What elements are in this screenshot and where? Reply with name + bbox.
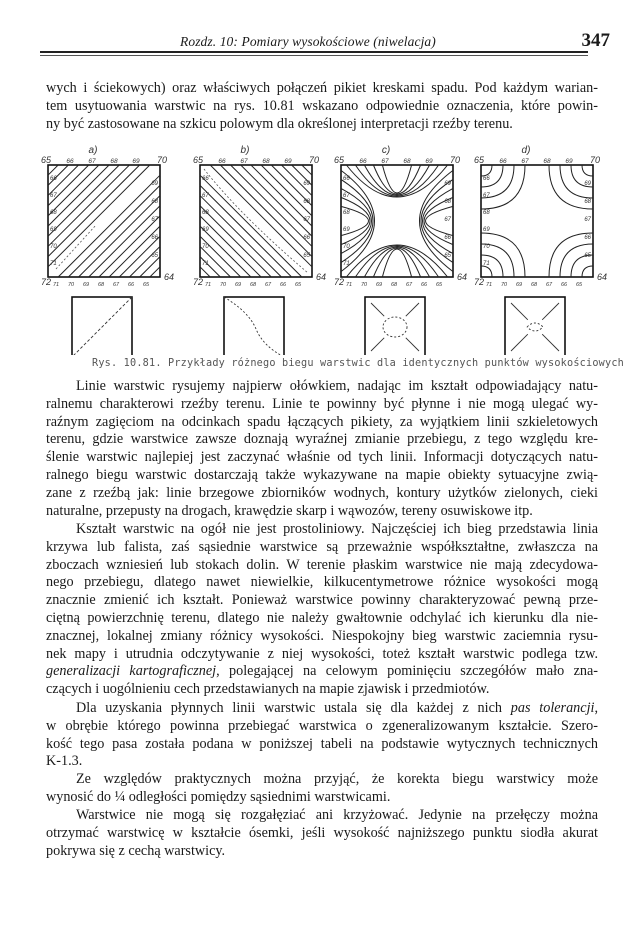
edge-label: 69: [303, 181, 310, 187]
edge-label: 69: [343, 227, 350, 233]
edge-label: 68: [530, 282, 538, 288]
text-line: Linie warstwic rysujemy najpierw ołówkiem, nadając im kształt odpowiadający natu-: [76, 378, 598, 394]
text-line: znacznej, lokalnej zmiany różnicy wysokości. Niespokojny bieg warstwic zaciemnia rysu-: [46, 627, 598, 644]
edge-label: 68: [444, 199, 451, 205]
text-line: ralnego biegu warstwic dostarczają także wykazywane na mapie obiekty sytuacyjne zwią-: [46, 466, 598, 483]
text-line: znacznie zmienić ich kształt. Ponieważ warstwice powinny charakteryzować pewną prze-: [46, 592, 598, 609]
edge-label: 68: [50, 210, 57, 216]
edge-label: 71: [202, 261, 209, 267]
contour-line: [200, 185, 292, 277]
sketch-summit: [383, 317, 407, 337]
edge-label: 68: [151, 199, 158, 205]
sketch-frame: [224, 297, 284, 355]
edge-label: 71: [345, 282, 353, 288]
edge-label: 69: [444, 181, 451, 187]
edge-label: 66: [66, 158, 74, 165]
contour-line: [582, 266, 593, 277]
edge-label: 66: [359, 158, 367, 165]
text-line: wynosić do ¼ odległości pomiędzy sąsiednimi warstwicami.: [46, 788, 391, 805]
edge-label: 66: [483, 176, 490, 182]
contour-line: [89, 206, 160, 277]
header-rule-thin: [40, 55, 588, 56]
edge-label: 71: [485, 282, 493, 288]
edge-label: 68: [390, 282, 398, 288]
contour-line: [200, 196, 281, 277]
contour-line: [481, 165, 492, 176]
edge-label: 70: [50, 244, 57, 250]
edge-label: 69: [584, 181, 591, 187]
ridge-line: [204, 169, 308, 273]
corner-label: 72: [333, 277, 345, 287]
edge-label: 67: [545, 282, 553, 288]
contour-line: [68, 185, 160, 277]
chapter-title: Rozdz. 10: Pomiary wysokościowe (niwelacja): [180, 34, 436, 49]
text-line: krzywa lub falista, zaś sąsiednie warstwice są przeważnie współkształtne, zwłaszcza na: [46, 538, 598, 555]
edge-label: 71: [52, 282, 60, 288]
edge-label: 67: [112, 282, 120, 288]
sketch-arrow: [371, 303, 384, 316]
sketch-line: [224, 297, 284, 355]
edge-label: 69: [565, 158, 573, 165]
edge-label: 69: [50, 227, 57, 233]
contour-line: [481, 233, 525, 277]
corner-label: 72: [192, 277, 204, 287]
edge-label: 67: [88, 158, 96, 165]
contour-line: [200, 206, 271, 277]
sketch-arrow: [371, 338, 384, 351]
paragraph-5: [46, 807, 598, 860]
text-line: ciętną powierzchnię terenu, dlatego nie należy gwałtownie odchylać ich kierunku dla nie-: [46, 609, 598, 626]
edge-label: 65: [142, 282, 150, 288]
text-line: tem usytuowania warstwic na rys. 10.81 wskazano odpowiednie oznaczenia, które powin-: [46, 97, 598, 114]
contour-line: [481, 165, 525, 209]
sketch-arrow: [511, 334, 528, 351]
edge-label: 67: [202, 193, 209, 199]
contour-line: [481, 266, 492, 277]
edge-label: 66: [279, 282, 287, 288]
contour-line: [302, 165, 312, 175]
text-line: naturalne, przepusty na drogach, krawędzie skarp i wąwozów, tereny osuwiskowe itp.: [46, 502, 533, 519]
edge-label: 70: [219, 282, 227, 288]
edge-label: 65: [294, 282, 302, 288]
edge-label: 66: [560, 282, 568, 288]
contour-line: [341, 197, 370, 244]
panel-frame: [200, 165, 312, 277]
edge-label: 66: [151, 235, 158, 241]
paragraph-4: [46, 771, 598, 807]
contour-line: [582, 165, 593, 176]
edge-label: 71: [343, 261, 350, 267]
panel-label: a): [88, 145, 98, 156]
sketch-arrow: [511, 303, 528, 320]
sketch-saddle: [527, 323, 543, 331]
corner-label: 65: [333, 155, 345, 165]
contour-line: [48, 165, 140, 257]
contour-line: [220, 165, 312, 257]
contour-line: [373, 165, 420, 194]
corner-label: 72: [40, 277, 52, 287]
edge-label: 67: [151, 217, 158, 223]
corner-label: 70: [449, 155, 461, 165]
contour-line: [355, 246, 438, 277]
text-line: nek mapy i utrudnia odczytywanie z niej wysokości, toteż kształt warstwic podlega tzw.: [46, 645, 598, 662]
corner-label: 70: [156, 155, 168, 165]
edge-label: 71: [204, 282, 212, 288]
edge-label: 67: [240, 158, 248, 165]
edge-label: 68: [403, 158, 411, 165]
paragraph-3: [46, 700, 598, 771]
contour-line: [150, 267, 160, 277]
text-line: kość tego pasa została podana w poniższej tabeli na podstawie wytycznych technicznych: [46, 735, 598, 752]
edge-label: 70: [500, 282, 508, 288]
sketch-line: [72, 297, 132, 355]
text-line: w obrębie którego powinna przebiegać warstwica o zgeneralizowanym kształcie. Szero-: [46, 717, 598, 734]
text-line: Kształt warstwic na ogół nie jest prostoliniowy. Najczęściej ich bieg przedstawia linia: [76, 521, 598, 537]
contour-line: [48, 165, 99, 216]
contour-line: [231, 165, 312, 246]
edge-label: 69: [284, 158, 292, 165]
panel-frame: [48, 165, 160, 277]
edge-label: 65: [444, 253, 451, 259]
corner-label: 70: [308, 155, 320, 165]
edge-label: 68: [483, 210, 490, 216]
edge-label: 70: [360, 282, 368, 288]
contour-line: [261, 165, 312, 216]
text-line: czących i uogólnieniu cech przedstawianych na mapie zjawisk i przedmiotów.: [46, 681, 490, 698]
figure-10-81: [40, 145, 610, 375]
edge-label: 69: [515, 282, 523, 288]
paragraph-2: [46, 521, 598, 699]
corner-label: 72: [473, 277, 485, 287]
edge-label: 69: [425, 158, 433, 165]
edge-label: 65: [435, 282, 443, 288]
corner-label: 70: [589, 155, 601, 165]
edge-label: 69: [151, 181, 158, 187]
edge-label: 68: [543, 158, 551, 165]
text-line: Warstwice nie mogą się rozgałęziać ani krzyżować. Jedynie na przełęczy można: [76, 807, 598, 823]
edge-label: 68: [303, 199, 310, 205]
edge-label: 65: [151, 253, 158, 259]
panel-frame: [341, 165, 453, 277]
text-line: wych i ściekowych) oraz właściwych połączeń pikiet kreskami spadu. Pod każdym warian-: [46, 80, 598, 96]
text-line: ny być zastosowane na szkicu polowym dla określonej interpretacji rzeźby terenu.: [46, 115, 513, 132]
edge-label: 66: [343, 176, 350, 182]
text-line: pokrywa się z cechą warstwicy.: [46, 842, 226, 859]
contour-line: [341, 170, 375, 271]
edge-label: 65: [584, 253, 591, 259]
edge-label: 67: [405, 282, 413, 288]
edge-label: 66: [202, 176, 209, 182]
header-rule: [40, 51, 588, 53]
text-line: nego przebiegu, dlatego nawet niewielkie, kilkucentymetrowe różnice wysokości mogą: [46, 574, 598, 591]
figure-caption: Rys. 10.81. Przykłady różnego biegu warstwic dla identycznych punktów wysokościowych: [92, 358, 625, 369]
sketch-arrow: [542, 303, 559, 320]
sketch-arrow: [406, 338, 419, 351]
contour-line: [373, 248, 420, 277]
edge-label: 67: [444, 217, 451, 223]
edge-label: 66: [218, 158, 226, 165]
contour-line: [140, 257, 160, 277]
paragraph-1: [46, 378, 598, 520]
edge-label: 71: [50, 261, 57, 267]
contour-line: [200, 236, 241, 277]
edge-label: 66: [584, 235, 591, 241]
contour-line: [355, 165, 438, 196]
contour-figure: [40, 145, 610, 355]
edge-label: 65: [303, 253, 310, 259]
text-line: zane z rzeźbą jak: linie brzegowe zbiorników wodnych, kontury użytków zielonych, cieki: [46, 484, 598, 501]
contour-line: [48, 165, 119, 236]
edge-label: 69: [234, 282, 242, 288]
contour-line: [48, 165, 89, 206]
panel-label: c): [381, 145, 391, 156]
edge-label: 68: [249, 282, 257, 288]
edge-label: 66: [50, 176, 57, 182]
ridge-line: [56, 225, 96, 269]
intro-paragraph: [46, 80, 598, 133]
edge-label: 69: [483, 227, 490, 233]
edge-label: 66: [303, 235, 310, 241]
edge-label: 70: [343, 244, 350, 250]
contour-line: [346, 245, 447, 277]
sketch-arrow: [406, 303, 419, 316]
text-line: ślenie warstwic najlepiej jest zaczynać właśnie od tych linii. Informacji dotyczących natu-: [46, 449, 598, 466]
corner-label: 64: [164, 272, 175, 282]
page-number: 347: [581, 30, 610, 51]
contour-line: [346, 165, 447, 197]
edge-label: 68: [97, 282, 105, 288]
text-line: terenu, gdzie warstwice zawsze doznają wyraźnej zmianie przebiegu, z tego względu kre-: [46, 431, 598, 448]
contour-line: [200, 216, 261, 277]
corner-label: 65: [40, 155, 52, 165]
contour-line: [109, 226, 160, 277]
edge-label: 68: [110, 158, 118, 165]
contour-line: [48, 165, 129, 246]
edge-label: 70: [202, 244, 209, 250]
text-line: Ze względów praktycznych można przyjąć, że korekta biegu warstwicy może: [76, 771, 598, 787]
contour-line: [241, 165, 312, 236]
edge-label: 69: [375, 282, 383, 288]
edge-label: 68: [262, 158, 270, 165]
contour-line: [99, 216, 160, 277]
text-line: otrzymać warstwicę w kształcie ósemki, jeśli wysokość najniższego punktu siodła akurat: [46, 824, 598, 841]
edge-label: 70: [67, 282, 75, 288]
text-line: Dla uzyskania płynnych linii warstwic ustala się dla każdej z nich pas tolerancji,: [76, 700, 598, 716]
corner-label: 65: [473, 155, 485, 165]
corner-label: 65: [192, 155, 204, 165]
text-line: generalizacji kartograficznej, polegającej na celowym pominięciu szczegółów mało zna-: [46, 663, 598, 680]
text-line: raźnym zagięciom na odcinkach spadu łączących pikiety, za wyjątkiem linii szkieletowych: [46, 413, 598, 430]
edge-label: 68: [343, 210, 350, 216]
edge-label: 66: [127, 282, 135, 288]
edge-label: 67: [584, 217, 591, 223]
edge-label: 67: [343, 193, 350, 199]
edge-label: 69: [202, 227, 209, 233]
edge-label: 66: [499, 158, 507, 165]
contour-line: [200, 226, 251, 277]
edge-label: 67: [483, 193, 490, 199]
contour-line: [48, 165, 58, 175]
text-line: K-1.3.: [46, 753, 83, 770]
corner-label: 64: [316, 272, 327, 282]
edge-label: 70: [483, 244, 490, 250]
contour-line: [200, 267, 210, 277]
edge-label: 67: [50, 193, 57, 199]
edge-label: 65: [575, 282, 583, 288]
edge-label: 67: [381, 158, 389, 165]
edge-label: 66: [444, 235, 451, 241]
contour-line: [48, 165, 109, 226]
corner-label: 64: [457, 272, 468, 282]
corner-label: 64: [597, 272, 608, 282]
edge-label: 68: [584, 199, 591, 205]
edge-label: 66: [420, 282, 428, 288]
contour-line: [79, 196, 160, 277]
edge-label: 67: [264, 282, 272, 288]
panel-label: b): [240, 145, 250, 156]
edge-label: 69: [82, 282, 90, 288]
edge-label: 67: [521, 158, 529, 165]
edge-label: 67: [303, 217, 310, 223]
edge-label: 69: [132, 158, 140, 165]
panel-label: d): [521, 145, 531, 156]
edge-label: 68: [202, 210, 209, 216]
sketch-arrow: [542, 334, 559, 351]
text-line: ralnemu charakterowi rzeźby terenu. Linie te powinny być płynne i nie mogą ulegać wy-: [46, 395, 598, 412]
edge-label: 71: [483, 261, 490, 267]
text-line: zboczach wzniesień lub stokach dolin. W terenie płaskim warstwice nie mają zdecydowa-: [46, 556, 598, 573]
